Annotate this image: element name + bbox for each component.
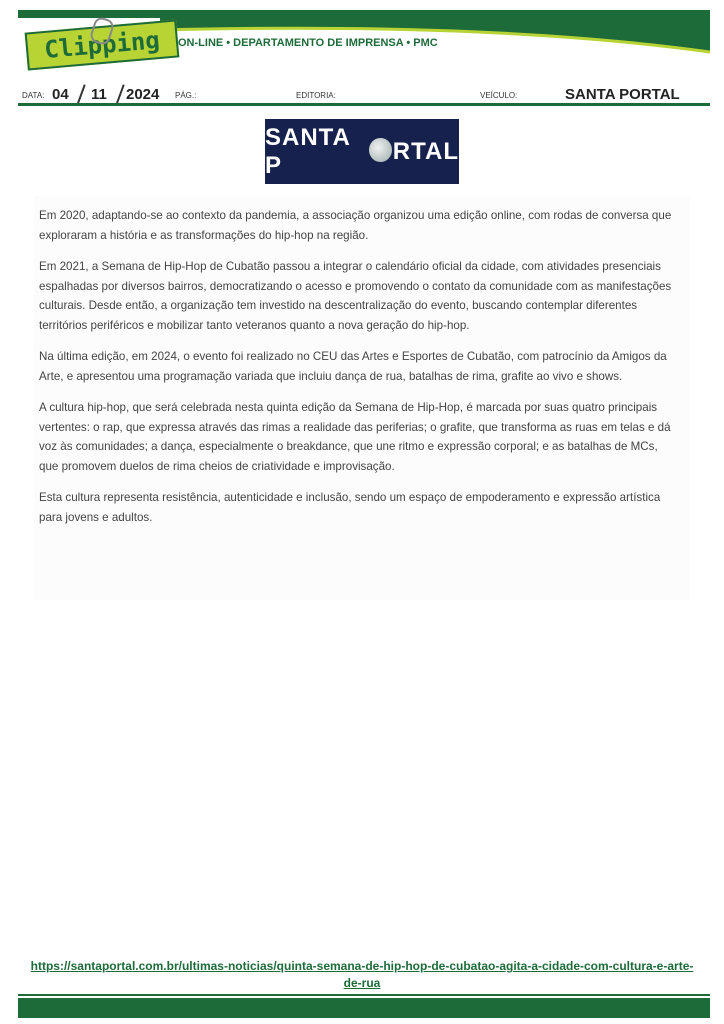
editoria-label: EDITORIA: xyxy=(296,91,336,100)
veiculo-label: VEÍCULO: xyxy=(480,91,518,100)
logo-text-right: RTAL xyxy=(392,137,459,165)
date-month: 11 xyxy=(91,86,107,103)
page-label: PÁG.: xyxy=(175,91,197,100)
clipping-meta-row xyxy=(18,84,710,102)
date-year: 2024 xyxy=(126,86,160,103)
article-paragraph: Em 2020, adaptando-se ao contexto da pandemia, a associação organizou uma edição online, com rodas de conversa que exploraram a história e as transformações do hip-hop na região. xyxy=(39,209,672,242)
article-paragraph: Na última edição, em 2024, o evento foi realizado no CEU das Artes e Esportes de Cubatão, com patrocínio da Amigos da Arte, e apresentou uma programação variada que incluiu dança de rua, batalhas de rima, grafite ao vivo e shows. xyxy=(39,350,667,383)
article-paragraph: Em 2021, a Semana de Hip-Hop de Cubatão passou a integrar o calendário oficial da cidade, com atividades presenciais espalhadas por diversos bairros, democratizando o acesso e promovendo o contato da comunidade com as manifestações culturais. Desde então, a organização tem investido na descentralização do evento, buscando contemplar diferentes territórios periféricos e mobilizar tanto veteranos quanto a nova geração do hip-hop. xyxy=(39,260,672,332)
logo-ball-icon xyxy=(369,138,392,162)
logo-text-left: SANTA P xyxy=(265,123,350,179)
date-day: 04 xyxy=(52,86,69,103)
santa-portal-logo xyxy=(265,119,459,184)
veiculo-value: SANTA PORTAL xyxy=(565,86,680,103)
footer-line xyxy=(18,994,710,996)
clipping-tag-label: Clipping xyxy=(43,26,161,64)
source-link[interactable]: https://santaportal.com.br/ultimas-noticias/quinta-semana-de-hip-hop-de-cubatao-agita-a-cidade-com-cultura-e-arte-de-rua xyxy=(30,959,694,990)
header-wave xyxy=(160,14,710,56)
article-paragraph: Esta cultura representa resistência, autenticidade e inclusão, sendo um espaço de empoderamento e expressão artística para jovens e adultos. xyxy=(39,491,661,524)
date-label: DATA: xyxy=(22,91,45,100)
meta-divider xyxy=(18,103,710,106)
article-body xyxy=(34,196,690,600)
footer-bar xyxy=(18,998,710,1018)
article-paragraph: A cultura hip-hop, que será celebrada nesta quinta edição da Semana de Hip-Hop, é marcada por suas quatro principais vertentes: o rap, que expressa através das rimas a realidade das periferias; o grafite, que transforma as ruas em telas e dá voz às comunidades; a dança, especialmente o breakdance, que une ritmo e expressão corporal; e as batalhas de MCs, que promovem duelos de rima cheios de criatividade e improvisação. xyxy=(39,401,671,473)
department-title: ON-LINE • DEPARTAMENTO DE IMPRENSA • PMC xyxy=(178,37,438,49)
